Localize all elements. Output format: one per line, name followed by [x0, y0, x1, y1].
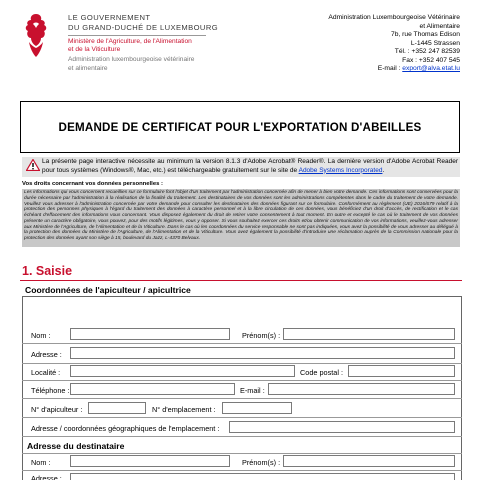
section-title: 1. Saisie: [22, 264, 73, 278]
code-postal-label: Code postal :: [300, 368, 343, 377]
num-apiculteur-field[interactable]: [88, 402, 146, 414]
dest-adresse-label: Adresse :: [31, 474, 62, 480]
adresse-geo-label: Adresse / coordonnées géographiques de l'emplacement :: [31, 424, 220, 433]
row-divider: [22, 470, 462, 471]
prenom-label: Prénom(s) :: [242, 331, 281, 340]
row-divider: [22, 363, 462, 364]
notice-body: La présente page interactive nécessite au minimum la version 8.1.3 d'Adobe Acrobat® Reader®. La dernière version d'Adobe Acrobat Reader pour tous systèmes (Windows®, Mac, etc.) est téléchargeable gratuitement sur le site de: [42, 158, 458, 174]
ministry-line1: Ministère de l'Agriculture, de l'Alimentation: [68, 38, 192, 45]
row-divider: [22, 453, 462, 454]
address-line2: et Alimentaire: [419, 22, 460, 30]
fax-line: Fax : +352 407 545: [402, 56, 460, 64]
ministry-line2: et de la Viticulture: [68, 46, 121, 54]
gov-divider: [68, 35, 206, 36]
nom-field[interactable]: [70, 328, 230, 340]
dest-adresse-field[interactable]: [70, 473, 455, 480]
agency-line2: et alimentaire: [68, 64, 108, 72]
privacy-heading: Vos droits concernant vos données personnelles :: [22, 181, 163, 187]
dest-prenom-label: Prénom(s) :: [242, 458, 281, 467]
page-title: DEMANDE DE CERTIFICAT POUR L'EXPORTATION D'ABEILLES: [58, 120, 422, 134]
luxembourg-lion-logo: [22, 12, 50, 58]
address-line4: L-1445 Strassen: [410, 39, 460, 47]
email-field[interactable]: [268, 383, 455, 395]
section-divider: [20, 280, 462, 281]
email-link[interactable]: export@alva.etat.lu: [402, 65, 460, 72]
contact-address: [260, 14, 460, 74]
destinataire-group-title: Adresse du destinataire: [27, 441, 125, 451]
dest-prenom-field[interactable]: [283, 455, 455, 467]
privacy-text: Les informations qui vous concernent recueillies sur ce formulaire font l'objet d'un traitement par l'administration concernée afin de mener à bien votre demande. Ces informations sont conservées pour la durée nécessaire par l'administration à la réalisation de la finalité du traitement. Les destinataires de vos données sont les administrations compétentes dans le cadre du traitement de votre demande. Veuillez vous adresser à l'administration concernée par votre demande pour consulter les destinataires des données figurant sur ce formulaire. Conformément au règlement (UE) 2016/679 relatif à la protection des personnes physiques à l'égard du traitement des données à caractère personnel et à la libre circulation de ces données, vous bénéficiez d'un droit d'accès, de rectification et le cas échéant d'effacement des informations vous concernant. Vous disposez également du droit de retirer votre consentement à tout moment. En outre et excepté le cas où le traitement de vos données présente un caractère obligatoire, vous pouvez, pour des motifs légitimes, vous y opposer. Si vous souhaitez exercer ces droits et/ou obtenir communication de vos informations, veuillez-vous adresser aux Ministère de l'Agriculture, de l'Alimentation et de la Viticulture. Dans le cas où les coordonnées du service responsable ne sont pas indiquées, vous avez la possibilité de vous adresser au délégué à la protection des données du Ministère de l'Agriculture, de l'Alimentation et de la Viticulture. Vous avez également la possibilité d'introduire une réclamation auprès de la Commission nationale pour la protection des données ayant son siège à 15, boulevard du Jazz, L-4370 Belvaux.: [24, 190, 458, 241]
privacy-box: [22, 189, 460, 247]
row-divider: [22, 417, 462, 418]
telephone-label: Téléphone :: [31, 386, 70, 395]
num-apiculteur-label: N° d'apiculteur :: [31, 405, 83, 414]
gov-name-line2: DU GRAND-DUCHÉ DE LUXEMBOURG: [68, 23, 219, 32]
adresse-label: Adresse :: [31, 350, 62, 359]
warning-icon: [26, 159, 40, 171]
title-box: [20, 101, 460, 153]
email-label: E-mail :: [377, 65, 403, 72]
nom-label: Nom :: [31, 331, 51, 340]
government-block: [68, 13, 238, 73]
localite-field[interactable]: [70, 365, 295, 377]
email-line: [260, 65, 460, 74]
adobe-link[interactable]: Adobe Systems Incorporated: [298, 166, 383, 174]
row-divider: [22, 398, 462, 399]
row-divider: [22, 436, 462, 437]
prenom-field[interactable]: [283, 328, 455, 340]
row-divider: [22, 380, 462, 381]
gov-name-line1: LE GOUVERNEMENT: [68, 13, 151, 22]
address-line1: Administration Luxembourgeoise Vétérinaire: [328, 14, 460, 21]
num-emplacement-field[interactable]: [222, 402, 292, 414]
adresse-field[interactable]: [70, 347, 455, 359]
agency-line1: Administration luxembourgeoise vétérinaire: [68, 56, 195, 64]
acrobat-notice: [22, 157, 460, 177]
adresse-geo-field[interactable]: [229, 421, 455, 433]
notice-text: [42, 158, 458, 175]
row-divider: [22, 343, 462, 344]
localite-label: Localité :: [31, 368, 61, 377]
email-field-label: E-mail :: [240, 386, 265, 395]
notice-end: .: [382, 166, 385, 174]
address-line3: 7b, rue Thomas Edison: [390, 31, 460, 38]
dest-nom-label: Nom :: [31, 458, 51, 467]
num-emplacement-label: N° d'emplacement :: [152, 405, 216, 414]
telephone-field[interactable]: [70, 383, 235, 395]
code-postal-field[interactable]: [348, 365, 455, 377]
dest-nom-field[interactable]: [70, 455, 230, 467]
apiculteur-group-title: Coordonnées de l'apiculteur / apicultrice: [25, 285, 191, 295]
phone-line: Tél. : +352 247 82539: [394, 48, 460, 55]
